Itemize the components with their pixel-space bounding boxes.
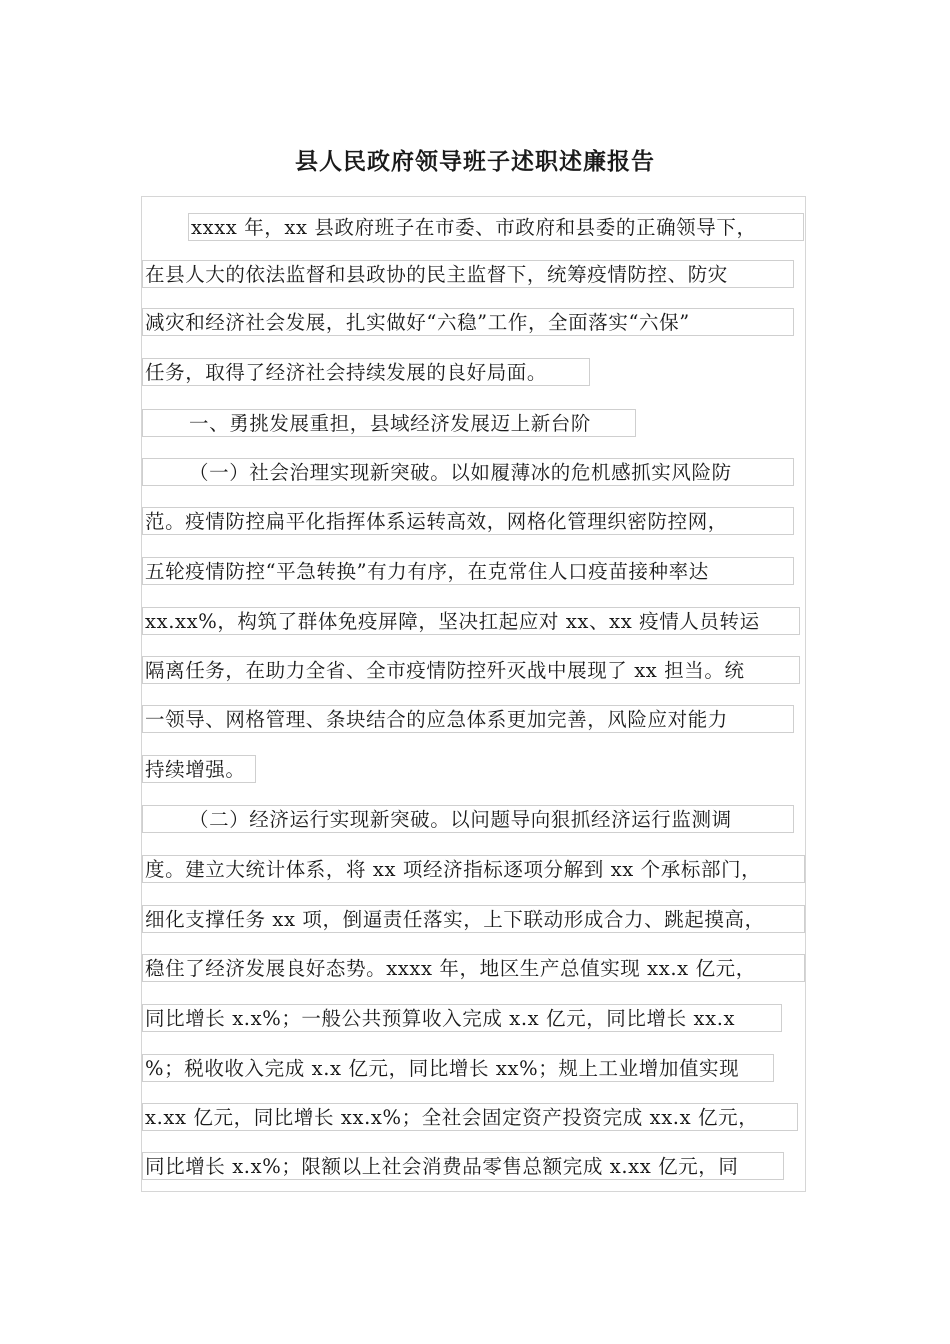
paragraph-1-line-4: 任务，取得了经济社会持续发展的良好局面。 [142,358,590,386]
paragraph-3-line-1: （二）经济运行实现新突破。以问题导向狠抓经济运行监测调 [142,805,794,833]
paragraph-1-line-3: 减灾和经济社会发展，扎实做好“六稳”工作，全面落实“六保” [142,308,794,336]
document-title: 县人民政府领导班子述职述廉报告 [295,148,655,175]
section-heading-1: 一、勇挑发展重担，县域经济发展迈上新台阶 [142,409,636,437]
document-body [141,196,806,1192]
paragraph-2-line-1: （一）社会治理实现新突破。以如履薄冰的危机感抓实风险防 [142,458,794,486]
paragraph-2-line-3: 五轮疫情防控“平急转换”有力有序，在克常住人口疫苗接种率达 [142,557,794,585]
paragraph-3-line-6: %；税收收入完成 x.x 亿元，同比增长 xx%；规上工业增加值实现 [142,1054,774,1082]
paragraph-3-line-4: 稳住了经济发展良好态势。xxxx 年，地区生产总值实现 xx.x 亿元， [142,954,805,982]
paragraph-1-line-1: xxxx 年，xx 县政府班子在市委、市政府和县委的正确领导下， [188,213,804,241]
paragraph-3-line-5: 同比增长 x.x%；一般公共预算收入完成 x.x 亿元，同比增长 xx.x [142,1004,782,1032]
paragraph-1-line-2: 在县人大的依法监督和县政协的民主监督下，统筹疫情防控、防灾 [142,260,794,288]
paragraph-3-line-7: x.xx 亿元，同比增长 xx.x%；全社会固定资产投资完成 xx.x 亿元， [142,1103,798,1131]
paragraph-2-line-7: 持续增强。 [142,755,256,783]
paragraph-2-line-5: 隔离任务，在助力全省、全市疫情防控歼灭战中展现了 xx 担当。统 [142,656,800,684]
paragraph-2-line-4: xx.xx%，构筑了群体免疫屏障，坚决扛起应对 xx、xx 疫情人员转运 [142,607,800,635]
paragraph-2-line-6: 一领导、网格管理、条块结合的应急体系更加完善，风险应对能力 [142,705,794,733]
paragraph-3-line-3: 细化支撑任务 xx 项，倒逼责任落实，上下联动形成合力、跳起摸高， [142,905,805,933]
paragraph-3-line-8: 同比增长 x.x%；限额以上社会消费品零售总额完成 x.xx 亿元，同 [142,1152,784,1180]
paragraph-2-line-2: 范。疫情防控扁平化指挥体系运转高效，网格化管理织密防控网， [142,507,794,535]
paragraph-3-line-2: 度。建立大统计体系，将 xx 项经济指标逐项分解到 xx 个承标部门， [142,855,805,883]
